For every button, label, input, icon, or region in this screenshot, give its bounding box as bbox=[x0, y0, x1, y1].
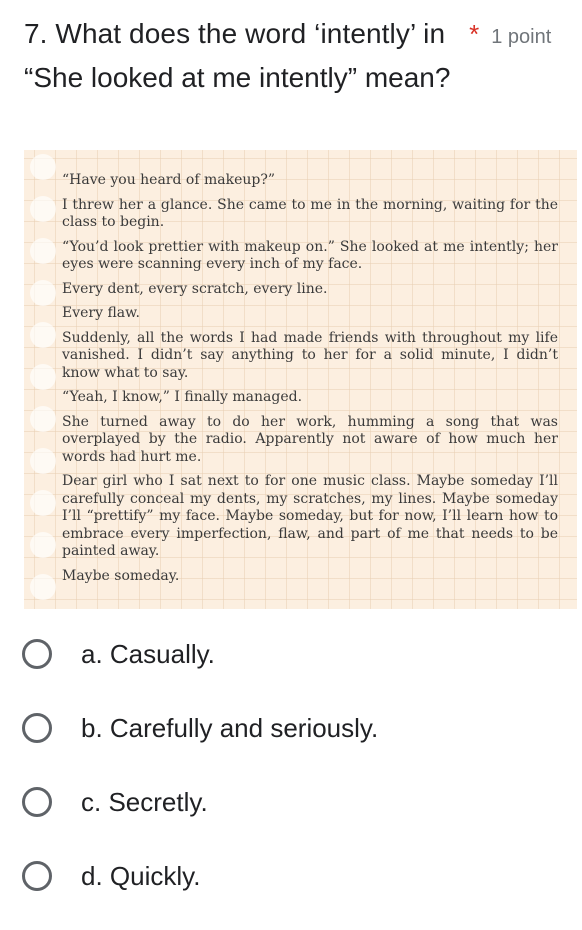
option-label[interactable]: a. Casually. bbox=[81, 638, 215, 669]
option-c[interactable] bbox=[22, 782, 562, 822]
passage-image bbox=[24, 150, 577, 609]
passage-text bbox=[62, 172, 558, 592]
passage-paragraph: “Yeah, I know,” I finally managed. bbox=[62, 389, 303, 405]
passage-paragraph: Every dent, every scratch, every line. bbox=[62, 280, 328, 297]
question-title-line2: “She looked at me intently” mean? bbox=[24, 62, 451, 93]
passage-paragraph: “You’d look prettier with makeup on.” She looked at me intently; her eyes were scanning every inch of my face. bbox=[62, 238, 558, 272]
question-title-line1: 7. What does the word ‘intently’ in bbox=[24, 18, 446, 49]
passage-paragraph: Maybe someday. bbox=[62, 567, 180, 584]
option-label[interactable]: d. Quickly. bbox=[81, 860, 201, 891]
option-label[interactable]: b. Carefully and seriously. bbox=[81, 712, 379, 743]
radio-button-icon[interactable] bbox=[22, 861, 52, 891]
points-label: 1 point bbox=[491, 26, 552, 48]
passage-paragraph: Dear girl who I sat next to for one music class. Maybe someday I’ll carefully conceal my dents, my scratches, my lines. Maybe someday I’ll “prettify” my face. Maybe someday, but for now, I’ll learn how to embrace every imperfection, flaw, and part of me that needs to be painted away. bbox=[62, 473, 558, 559]
passage-paragraph: I threw her a glance. She came to me in the morning, waiting for the class to begin. bbox=[62, 196, 558, 230]
question-header bbox=[24, 14, 582, 98]
option-a[interactable] bbox=[22, 634, 562, 674]
option-d[interactable] bbox=[22, 856, 562, 896]
option-b[interactable] bbox=[22, 708, 562, 748]
passage-decoration bbox=[30, 150, 60, 609]
question-title-row bbox=[24, 14, 582, 54]
answer-options bbox=[22, 634, 562, 930]
radio-button-icon[interactable] bbox=[22, 713, 52, 743]
required-marker: * bbox=[469, 19, 480, 49]
passage-paragraph: Suddenly, all the words I had made friends with throughout my life vanished. I didn’t say anything to her for a solid minute, I didn’t know what to say. bbox=[62, 329, 558, 381]
passage-paragraph: Every flaw. bbox=[62, 305, 140, 321]
passage-paragraph: “Have you heard of makeup?” bbox=[62, 172, 276, 188]
radio-button-icon[interactable] bbox=[22, 639, 52, 669]
passage-paragraph: She turned away to do her work, humming a song that was overplayed by the radio. Apparently not aware of how much her words had hurt me. bbox=[62, 413, 558, 465]
radio-button-icon[interactable] bbox=[22, 787, 52, 817]
option-label[interactable]: c. Secretly. bbox=[81, 786, 208, 817]
